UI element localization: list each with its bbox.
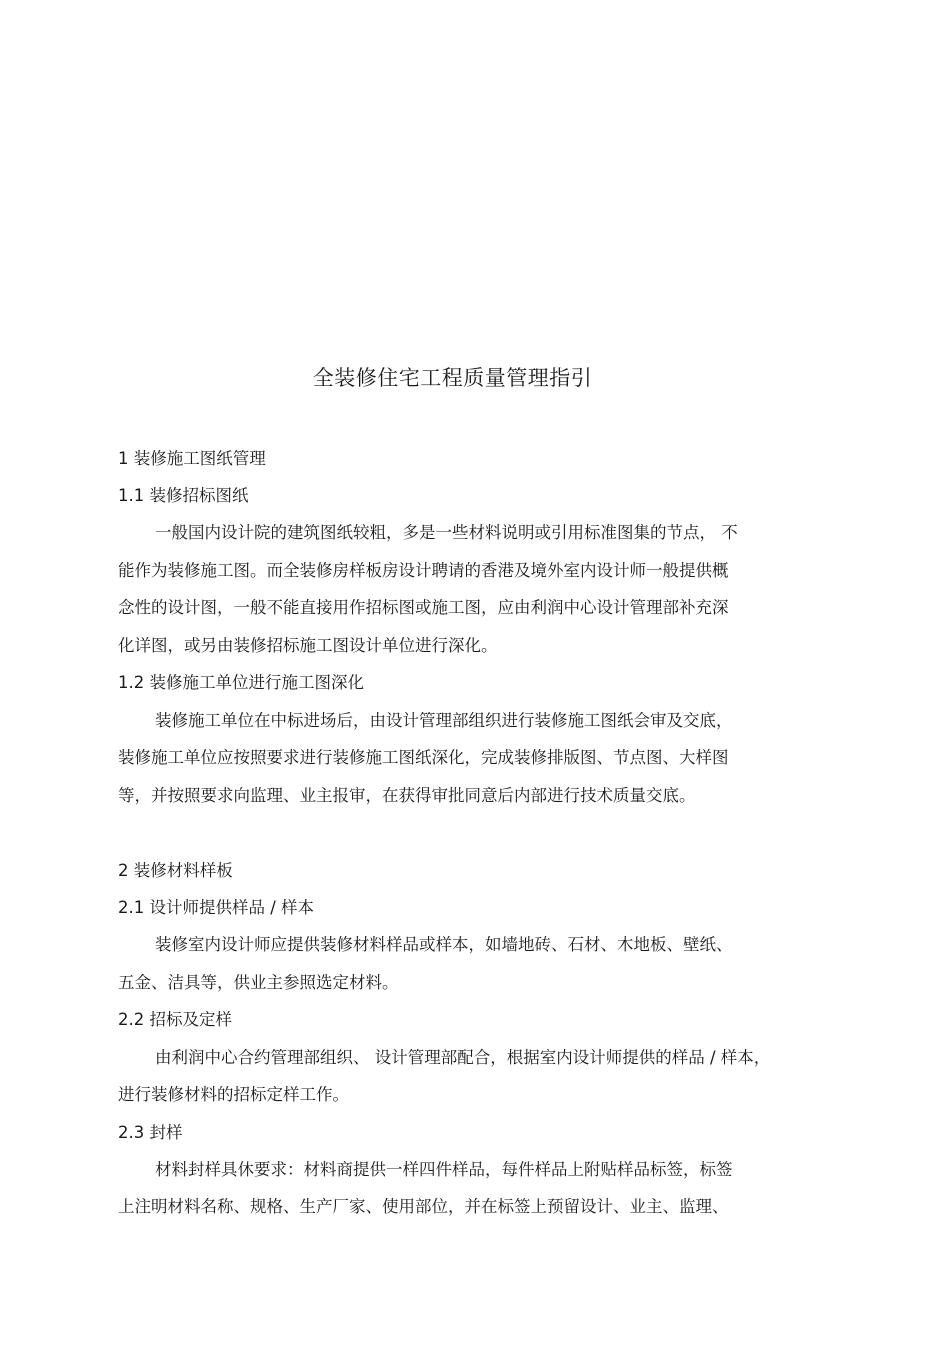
paragraph-line: 材料封样具休要求：材料商提供一样四件样品，每件样品上附贴样品标签，标签 [155, 1160, 733, 1179]
subsection-heading-2-3: 2.3 封样 [118, 1123, 183, 1142]
paragraph-line: 等，并按照要求向监理、业主报审，在获得审批同意后内部进行技术质量交底。 [118, 786, 696, 805]
document-title: 全装修住宅工程质量管理指引 [312, 366, 593, 390]
paragraph-line: 装修施工单位在中标进场后，由设计管理部组织进行装修施工图纸会审及交底， [155, 711, 733, 730]
paragraph-line: 念性的设计图，一般不能直接用作招标图或施工图，应由利润中心设计管理部补充深 [118, 598, 729, 617]
section-heading-2: 2 装修材料样板 [118, 861, 233, 880]
paragraph-line: 装修室内设计师应提供装修材料样品或样本，如墙地砖、石材、木地板、壁纸、 [155, 935, 733, 954]
subsection-heading-2-2: 2.2 招标及定样 [118, 1010, 232, 1029]
paragraph-line: 由利润中心合约管理部组织、 设计管理部配合，根据室内设计师提供的样品 / 样本， [155, 1048, 771, 1067]
subsection-heading-1-1: 1.1 装修招标图纸 [118, 486, 249, 505]
paragraph-line: 上注明材料名称、规格、生产厂家、使用部位，并在标签上预留设计、业主、监理、 [118, 1197, 729, 1216]
paragraph-line: 进行装修材料的招标定样工作。 [118, 1085, 349, 1104]
subsection-heading-1-2: 1.2 装修施工单位进行施工图深化 [118, 673, 364, 692]
section-heading-1: 1 装修施工图纸管理 [118, 449, 266, 468]
paragraph-line: 装修施工单位应按照要求进行装修施工图纸深化，完成装修排版图、节点图、大样图 [118, 748, 729, 767]
paragraph-line: 化详图，或另由装修招标施工图设计单位进行深化。 [118, 636, 498, 655]
paragraph-line: 一般国内设计院的建筑图纸较粗，多是一些材料说明或引用标准图集的节点， 不 [155, 523, 738, 542]
subsection-heading-2-1: 2.1 设计师提供样品 / 样本 [118, 898, 315, 917]
paragraph-line: 五金、洁具等，供业主参照选定材料。 [118, 973, 399, 992]
paragraph-line: 能作为装修施工图。而全装修房样板房设计聘请的香港及境外室内设计师一般提供概 [118, 561, 729, 580]
